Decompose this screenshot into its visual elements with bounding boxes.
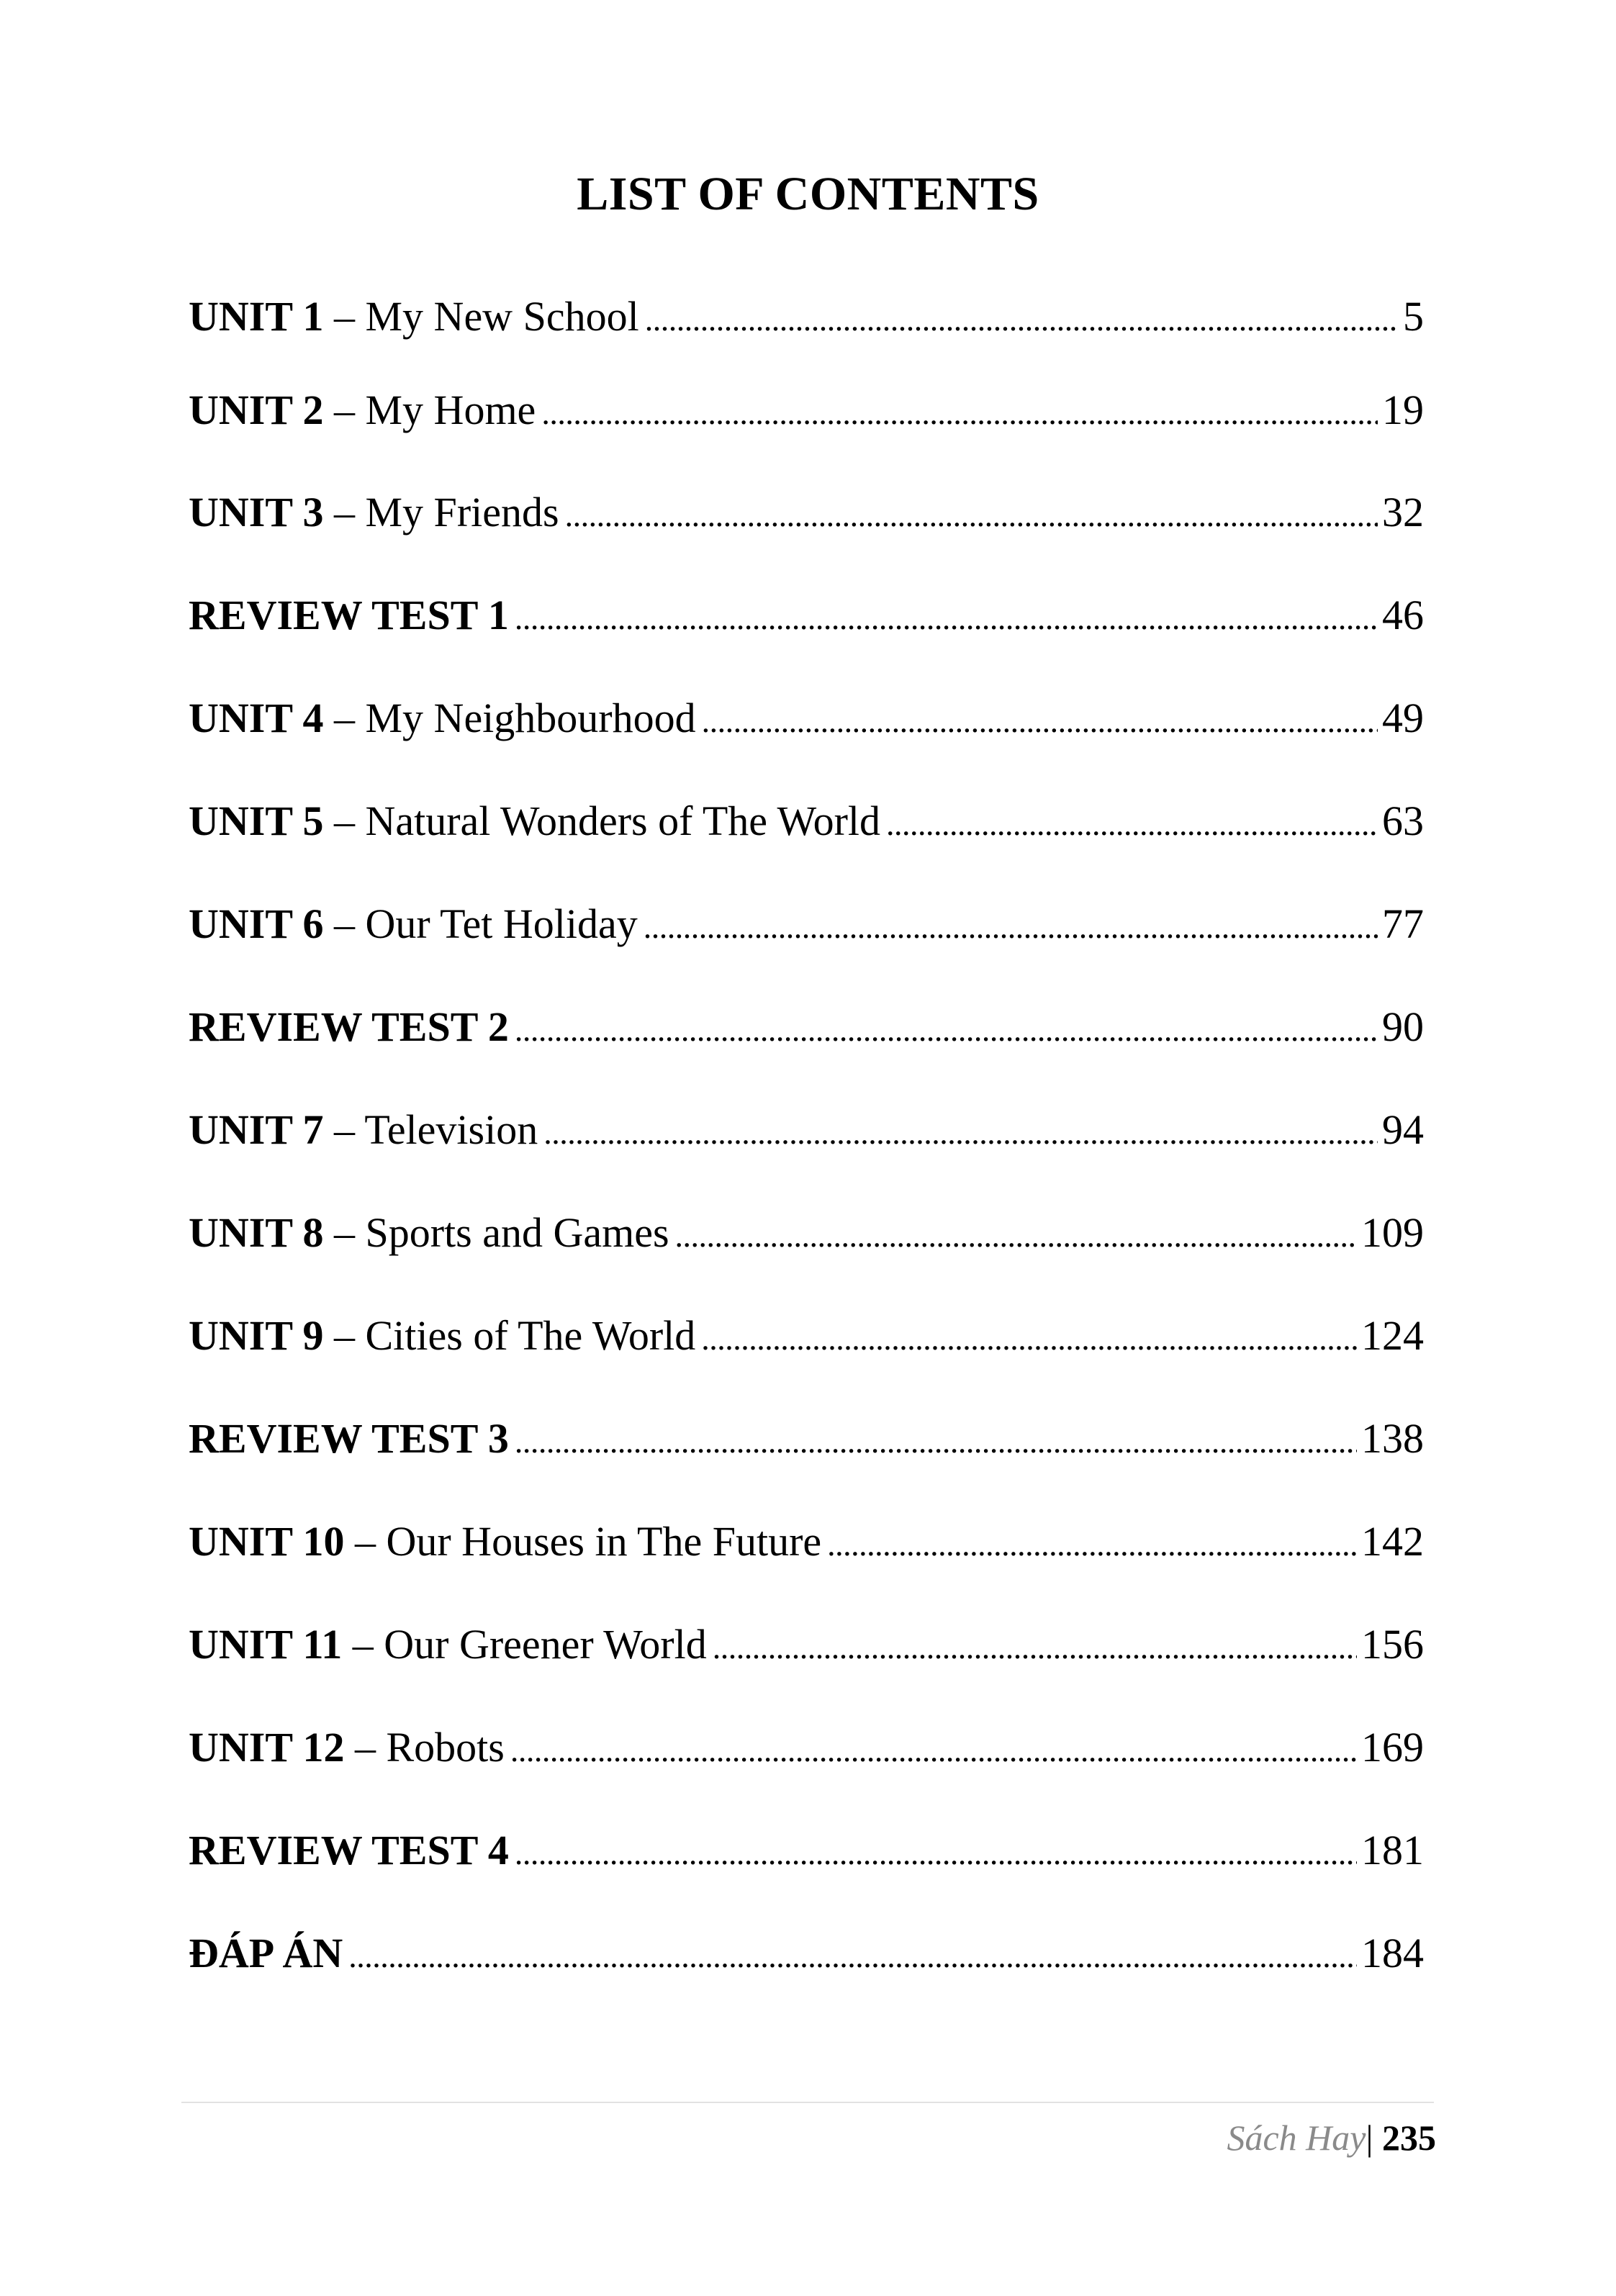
toc-entry-page: 94: [1382, 1106, 1424, 1153]
toc-entry-title: – Cities of The World: [323, 1312, 696, 1359]
dot-leader: [645, 291, 1399, 348]
toc-entry-title: – Natural Wonders of The World: [323, 797, 880, 844]
toc-entry[interactable]: [189, 1616, 1424, 1673]
toc-entry[interactable]: [189, 998, 1424, 1056]
page-title: LIST OF CONTENTS: [577, 168, 1039, 220]
toc-entry-label: [189, 895, 638, 953]
toc-entry-title: – Our Houses in The Future: [344, 1518, 822, 1565]
toc-entry[interactable]: [189, 895, 1424, 953]
dot-leader: [713, 1619, 1357, 1676]
toc-entry[interactable]: [189, 587, 1424, 644]
toc-entry-label: [189, 288, 639, 345]
toc-entry-title: – Robots: [344, 1724, 505, 1771]
toc-entry-page: 90: [1382, 1003, 1424, 1050]
toc-entry-number: UNIT 2: [189, 387, 324, 433]
toc-entry[interactable]: [189, 690, 1424, 747]
toc-entry-number: UNIT 6: [189, 900, 324, 947]
toc-entry-title: – My Home: [323, 387, 536, 433]
toc-entry-page: 138: [1361, 1415, 1424, 1462]
toc-entry-number: UNIT 1: [189, 293, 324, 340]
toc-entry[interactable]: [189, 484, 1424, 541]
dot-leader: [515, 1001, 1378, 1059]
dot-leader: [541, 384, 1378, 442]
toc-entry[interactable]: [189, 1101, 1424, 1159]
toc-entry-number: UNIT 11: [189, 1621, 343, 1668]
toc-entry-page: 181: [1361, 1827, 1424, 1874]
toc-entry[interactable]: [189, 1513, 1424, 1570]
toc-entry[interactable]: [189, 1719, 1424, 1776]
toc-entry-page: 124: [1361, 1312, 1424, 1359]
dot-leader: [515, 589, 1378, 647]
toc-entry-number: REVIEW TEST 3: [189, 1415, 509, 1462]
toc-entry-page: 169: [1361, 1724, 1424, 1771]
toc-entry-label: [189, 998, 509, 1056]
toc-entry-page: 77: [1382, 900, 1424, 947]
toc-entry[interactable]: [189, 1822, 1424, 1879]
dot-leader: [348, 1927, 1357, 1985]
toc-entry-label: [189, 1822, 509, 1879]
toc-entry-number: REVIEW TEST 4: [189, 1827, 509, 1874]
toc-entry-title: – Television: [323, 1106, 538, 1153]
toc-entry-number: ĐÁP ÁN: [189, 1930, 343, 1976]
toc-entry-page: 5: [1403, 293, 1424, 340]
toc-entry-page: 32: [1382, 489, 1424, 535]
toc-entry-title: – My Neighbourhood: [323, 695, 696, 741]
dot-leader: [565, 487, 1378, 544]
dot-leader: [515, 1413, 1357, 1470]
toc-entry-label: [189, 1101, 538, 1159]
toc-entry-page: 63: [1382, 797, 1424, 844]
toc-entry-page: 142: [1361, 1518, 1424, 1565]
dot-leader: [702, 692, 1378, 750]
toc-entry-label: [189, 587, 509, 644]
toc-entry-page: 156: [1361, 1621, 1424, 1668]
toc-entry[interactable]: [189, 1307, 1424, 1365]
footer-brand: Sách Hay: [1227, 2118, 1366, 2158]
toc-entry-page: 49: [1382, 695, 1424, 741]
toc-entry-label: [189, 1204, 669, 1262]
toc-entry-number: UNIT 4: [189, 695, 324, 741]
toc-entry-label: [189, 1719, 505, 1776]
toc-entry-page: 46: [1382, 592, 1424, 638]
toc-entry[interactable]: [189, 1925, 1424, 1982]
toc-entry-number: UNIT 5: [189, 797, 324, 844]
toc-entry-label: [189, 1410, 509, 1468]
toc-entry-label: [189, 792, 880, 850]
toc-entry-title: – Our Tet Holiday: [323, 900, 638, 947]
toc-entry-label: [189, 690, 696, 747]
dot-leader: [510, 1722, 1357, 1779]
toc-entry-number: UNIT 9: [189, 1312, 324, 1359]
dot-leader: [675, 1207, 1357, 1265]
toc-entry-label: [189, 1925, 343, 1982]
toc-entry-label: [189, 484, 559, 541]
toc-entry-title: – Sports and Games: [323, 1209, 669, 1256]
footer-separator: |: [1366, 2118, 1373, 2158]
toc-entry[interactable]: [189, 792, 1424, 850]
page-footer: [1227, 2116, 1436, 2159]
toc-entry-label: [189, 381, 536, 439]
toc-entry-page: 109: [1361, 1209, 1424, 1256]
dot-leader: [515, 1825, 1357, 1882]
dot-leader: [644, 898, 1378, 956]
toc-entry[interactable]: [189, 1204, 1424, 1262]
toc-entry-label: [189, 1616, 707, 1673]
footer-page-number: 235: [1382, 2118, 1436, 2158]
dot-leader: [827, 1516, 1357, 1573]
toc-entry-title: – My New School: [323, 293, 639, 340]
toc-entry-label: [189, 1307, 695, 1365]
toc-entry[interactable]: [189, 381, 1424, 439]
toc-entry-number: UNIT 7: [189, 1106, 324, 1153]
toc-entry-page: 19: [1382, 387, 1424, 433]
toc-entry-title: – My Friends: [323, 489, 559, 535]
dot-leader: [886, 795, 1378, 853]
toc-entry-number: REVIEW TEST 1: [189, 592, 509, 638]
toc-entry-label: [189, 1513, 821, 1570]
dot-leader: [701, 1310, 1357, 1368]
toc-entry-title: – Our Greener World: [342, 1621, 707, 1668]
toc-entry-number: UNIT 10: [189, 1518, 345, 1565]
toc-entry[interactable]: [189, 1410, 1424, 1468]
toc-entry-number: UNIT 12: [189, 1724, 345, 1771]
dot-leader: [543, 1104, 1378, 1162]
toc-entry-number: REVIEW TEST 2: [189, 1003, 509, 1050]
toc-entry-page: 184: [1361, 1930, 1424, 1976]
toc-entry[interactable]: [189, 288, 1424, 345]
toc-entry-number: UNIT 8: [189, 1209, 324, 1256]
footer-divider: [181, 2102, 1434, 2103]
toc-entry-number: UNIT 3: [189, 489, 324, 535]
